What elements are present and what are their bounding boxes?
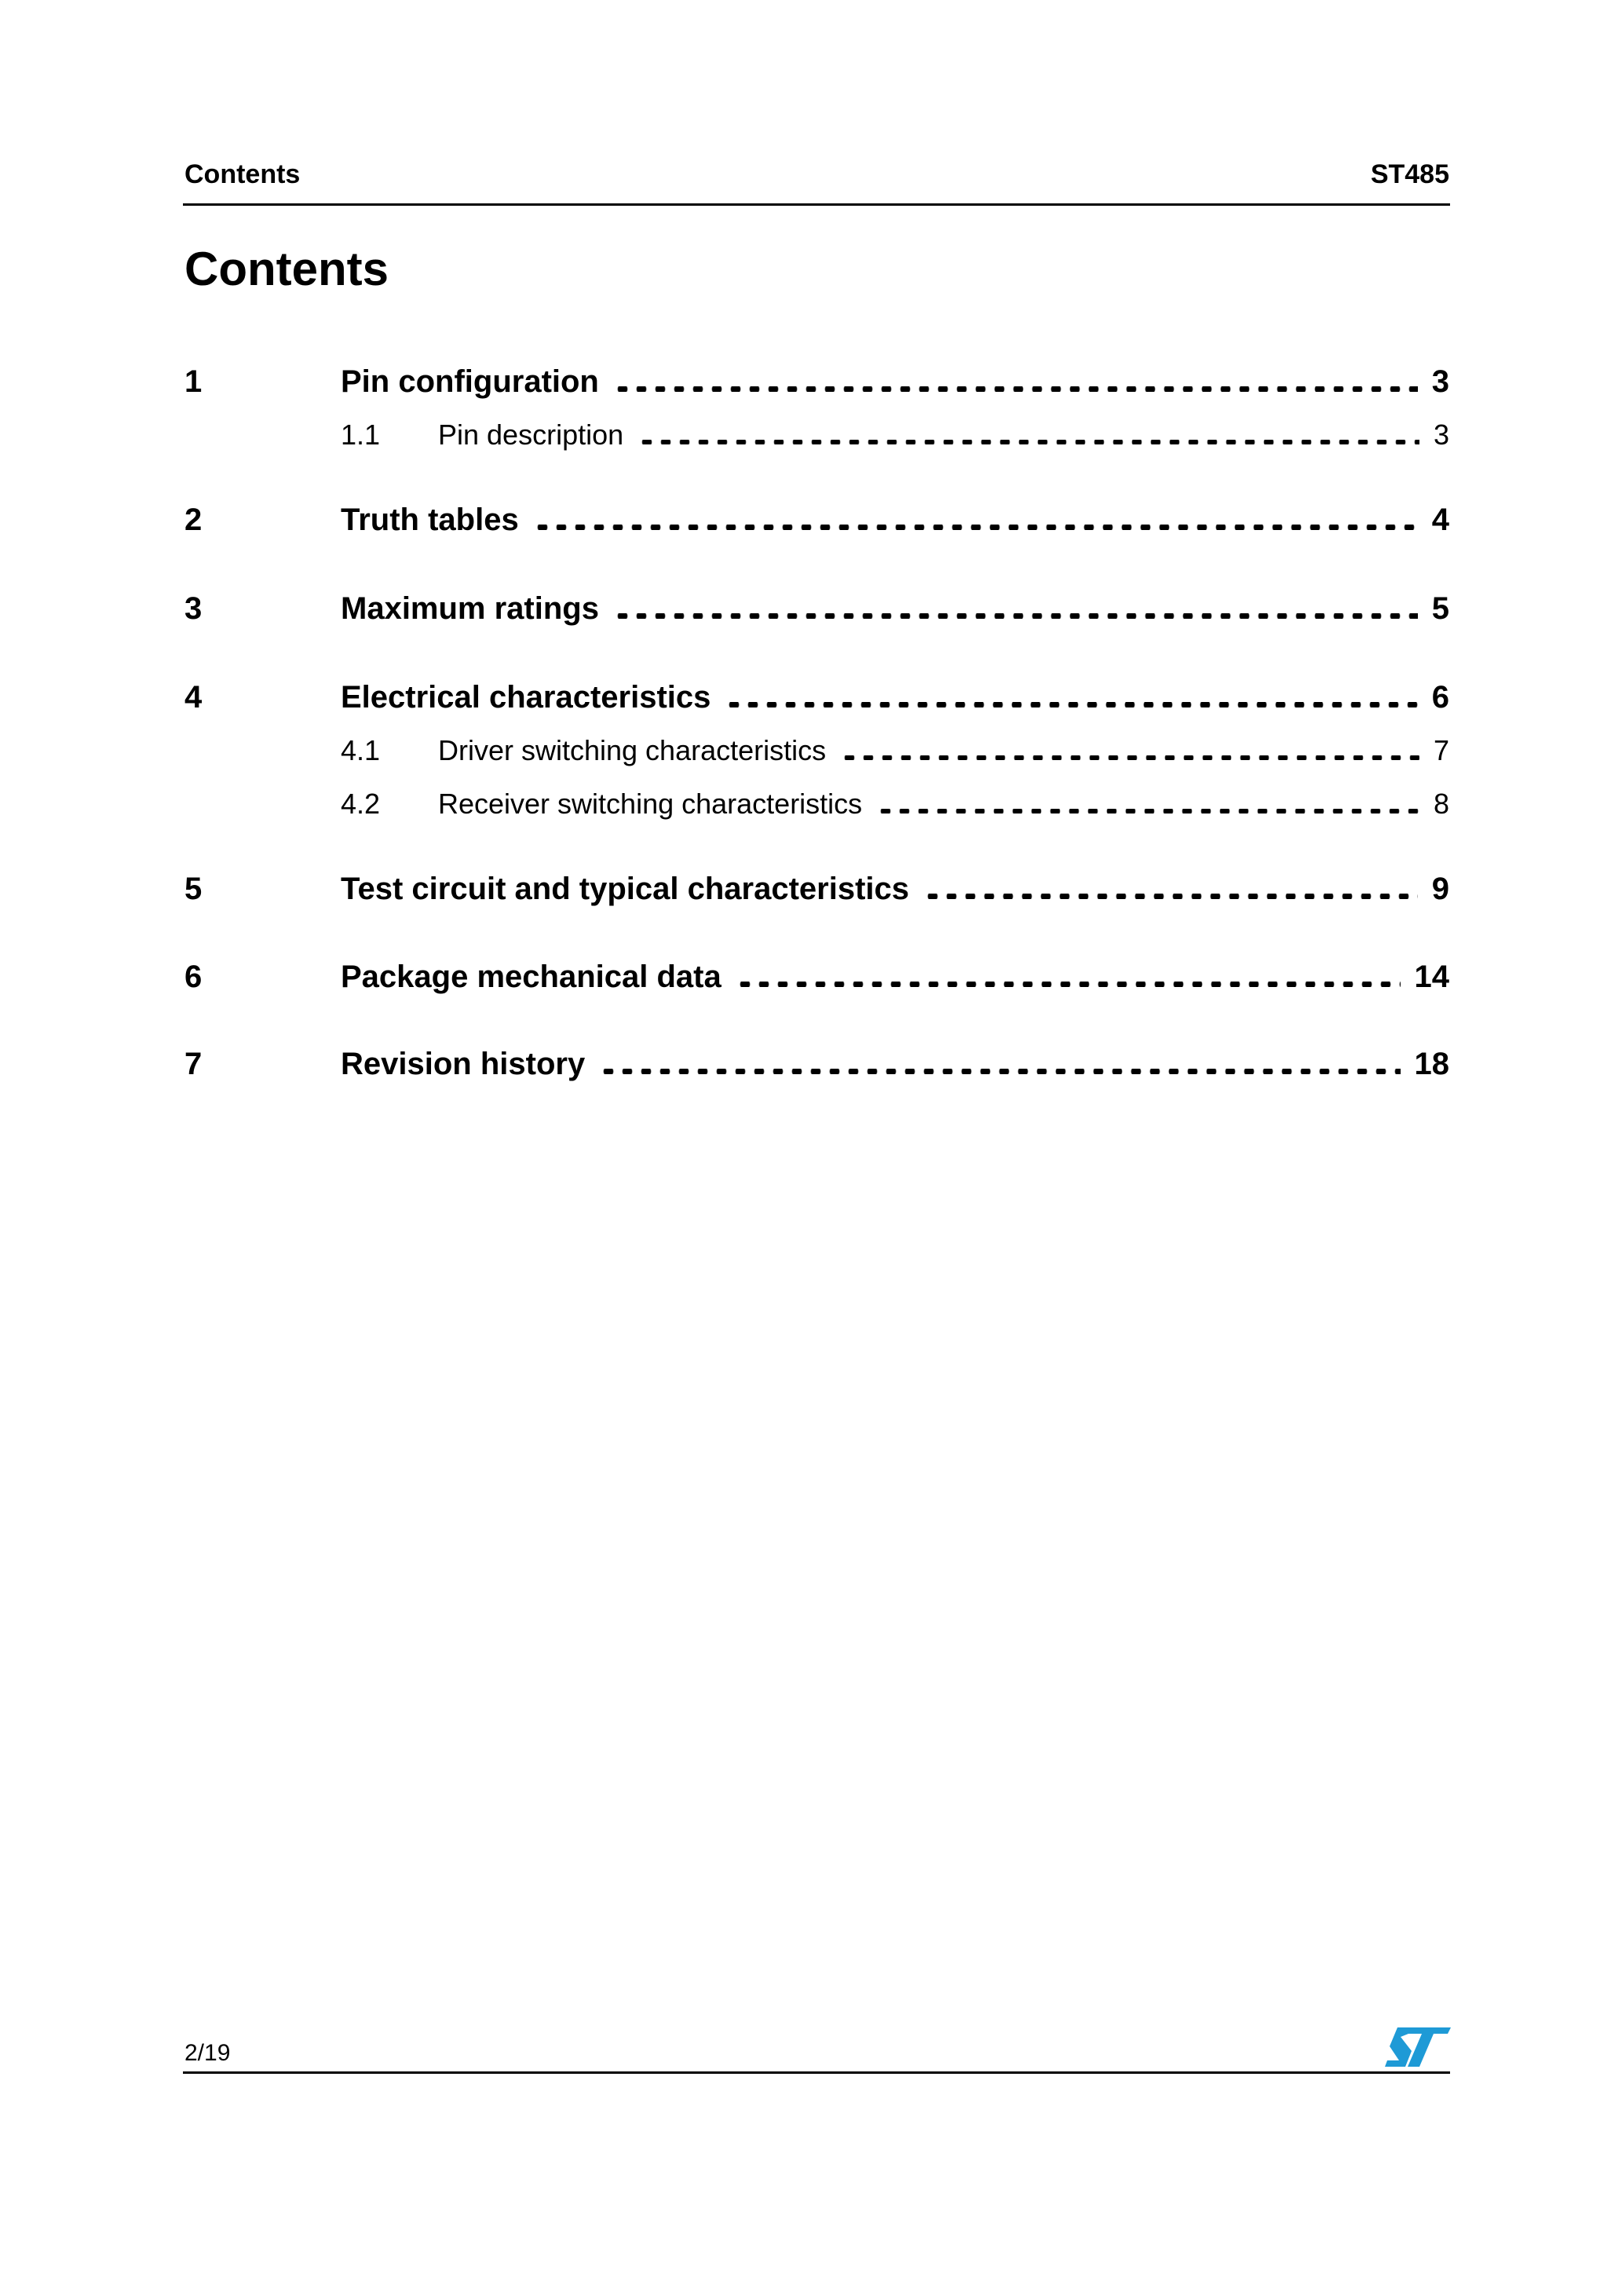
- toc-entry-number: 4.1: [341, 734, 381, 766]
- page-number: 2/19: [184, 2040, 231, 2066]
- toc-entry-number: 1.1: [341, 419, 381, 451]
- toc-entry-number: 3: [184, 591, 203, 626]
- toc-entry[interactable]: [184, 1047, 1449, 1082]
- toc-entry-page[interactable]: 18: [1414, 1047, 1449, 1081]
- toc-entry-label[interactable]: Driver switching characteristics: [438, 734, 827, 766]
- toc-entry-page[interactable]: 14: [1414, 960, 1449, 994]
- toc-entry-number: 4: [184, 680, 203, 715]
- dot-leader: [876, 809, 1419, 813]
- st-logo-icon: [1385, 2027, 1451, 2067]
- toc-entry[interactable]: [184, 872, 1449, 907]
- toc-entry[interactable]: [184, 960, 1449, 995]
- toc-entry-page[interactable]: 3: [1433, 419, 1449, 451]
- toc-entry-label[interactable]: Maximum ratings: [341, 591, 599, 626]
- toc-entry-number: 7: [184, 1047, 203, 1081]
- toc-entry-label[interactable]: Receiver switching characteristics: [438, 788, 863, 820]
- toc-entry-page[interactable]: 7: [1433, 734, 1449, 766]
- toc-entry-label[interactable]: Package mechanical data: [341, 960, 721, 994]
- toc-entry-number: 6: [184, 960, 203, 994]
- toc-entry-label[interactable]: Truth tables: [341, 503, 519, 537]
- toc-entry-label[interactable]: Pin description: [438, 419, 624, 451]
- toc-entry-number: 1: [184, 364, 203, 399]
- toc-entry-page[interactable]: 4: [1431, 503, 1449, 537]
- toc-entry-page[interactable]: 5: [1431, 591, 1449, 626]
- toc-entry-page[interactable]: 9: [1431, 872, 1449, 906]
- toc-entry[interactable]: [184, 734, 1449, 767]
- running-header-section: Contents: [184, 159, 301, 189]
- toc-entry[interactable]: [184, 591, 1449, 627]
- toc-entry[interactable]: [184, 364, 1449, 400]
- toc-entry-page[interactable]: 6: [1431, 680, 1449, 715]
- toc-entry[interactable]: [184, 680, 1449, 715]
- page-title: Contents: [184, 243, 389, 295]
- dot-leader: [613, 613, 1418, 619]
- dot-leader: [637, 440, 1419, 444]
- toc-entry-page[interactable]: 3: [1431, 364, 1449, 399]
- dot-leader: [725, 702, 1417, 707]
- toc-entry[interactable]: [184, 788, 1449, 821]
- toc-entry-label[interactable]: Test circuit and typical characteristics: [341, 872, 910, 906]
- toc-entry-label[interactable]: Electrical characteristics: [341, 680, 711, 715]
- dot-leader: [736, 982, 1401, 987]
- toc-entry-number: 4.2: [341, 788, 381, 820]
- toc-entry[interactable]: [184, 503, 1449, 538]
- dot-leader: [599, 1069, 1400, 1074]
- dot-leader: [840, 755, 1419, 760]
- footer-rule: [183, 2071, 1450, 2074]
- toc-entry-label[interactable]: Revision history: [341, 1047, 586, 1081]
- toc-entry-number: 5: [184, 872, 203, 906]
- toc-entry-number: 2: [184, 503, 203, 537]
- running-header-doc-id: ST485: [1370, 159, 1449, 189]
- dot-leader: [613, 386, 1418, 392]
- toc-entry-label[interactable]: Pin configuration: [341, 364, 599, 399]
- dot-leader: [923, 894, 1418, 899]
- toc-entry-page[interactable]: 8: [1433, 788, 1449, 820]
- dot-leader: [533, 525, 1418, 530]
- header-rule: [183, 203, 1450, 206]
- toc-entry[interactable]: [184, 419, 1449, 452]
